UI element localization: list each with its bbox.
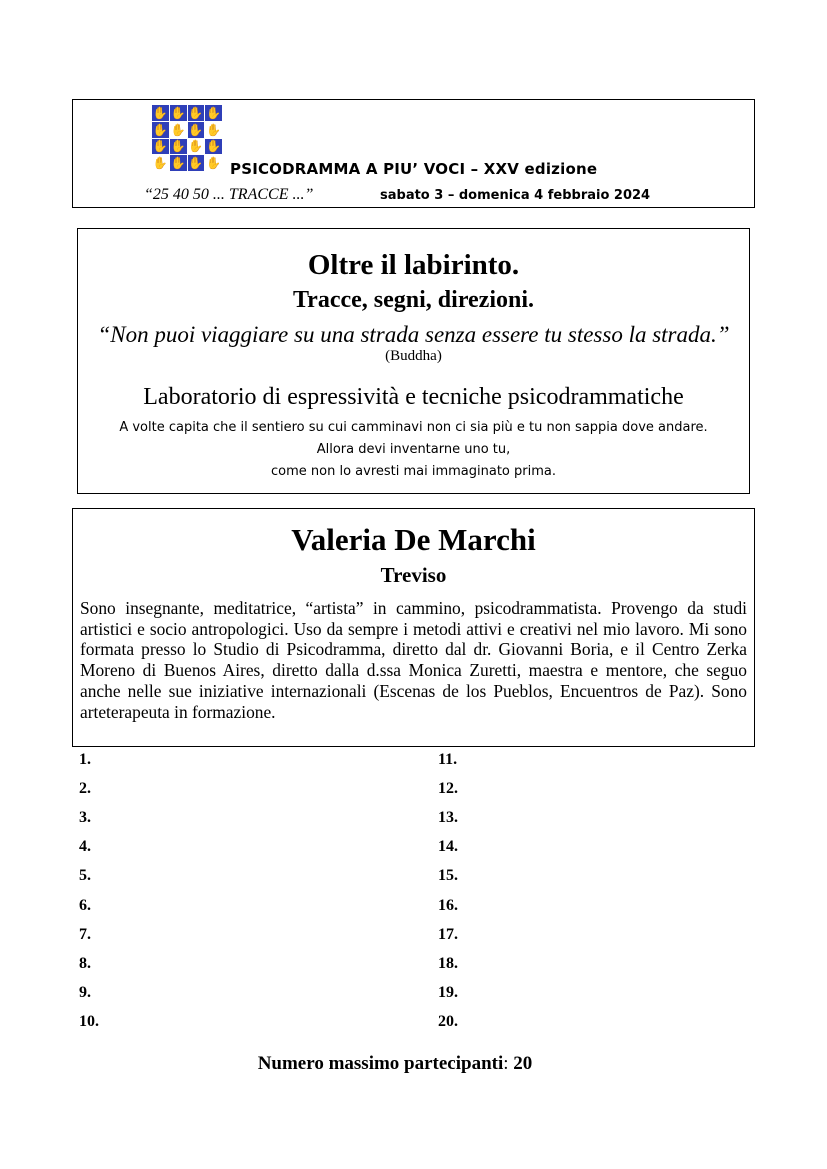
max-participants-separator: : — [503, 1053, 514, 1074]
participant-slot: 19. — [438, 983, 458, 1001]
participant-slot: 1. — [79, 751, 91, 768]
participant-slot: 2. — [79, 780, 91, 798]
hand-icon: ✋ — [206, 139, 222, 154]
max-participants-value: 20 — [513, 1053, 533, 1074]
event-date: sabato 3 – domenica 4 febbraio 2024 — [380, 188, 651, 203]
hand-icon: ✋ — [152, 122, 168, 137]
hand-icon: ✋ — [152, 139, 168, 154]
hand-icon: ✋ — [188, 139, 204, 154]
hand-icon: ✋ — [170, 105, 186, 120]
speaker-bio: Sono insegnante, meditatrice, “artista” in cammino, psicodrammatista. Provengo da studi artistici e socio antropologici. Uso da sempre i metodi attivi e creativi nel mio lavoro. Mi sono formata presso lo Studio di Psicodramma, diretto dal dr. Giovanni Boria, e il Centro Zerka Moreno di Buenos Aires, diretto dalla d.ssa Monica Zuretti, maestra e mentore, che seguo anche nelle sue iniziative internazionali (Escenas de los Pueblos, Encuentros de Paz). Sono arteterapeuta in formazione. — [80, 598, 747, 722]
hand-icon: ✋ — [152, 156, 168, 171]
participant-slot: 18. — [438, 954, 458, 972]
header-box — [72, 99, 755, 208]
hand-icon: ✋ — [170, 139, 186, 154]
hand-icon: ✋ — [170, 156, 186, 171]
participant-slot: 20. — [438, 1012, 458, 1030]
hand-icon: ✋ — [188, 105, 204, 120]
speaker-name: Valeria De Marchi — [291, 522, 536, 557]
hand-icon: ✋ — [188, 156, 204, 171]
hand-icon: ✋ — [206, 122, 222, 137]
lab-title: Laboratorio di espressività e tecniche psicodrammatiche — [143, 384, 684, 410]
theme-quote: “Non puoi viaggiare su una strada senza essere tu stesso la strada.” — [97, 322, 730, 347]
max-participants-label: Numero massimo partecipanti — [257, 1053, 504, 1074]
participant-slot: 13. — [438, 809, 458, 827]
participant-slot: 14. — [438, 838, 458, 856]
participant-slot: 5. — [79, 867, 91, 885]
participant-slot: 8. — [79, 954, 91, 972]
participant-slot: 15. — [438, 867, 458, 885]
participant-slot: 10. — [79, 1012, 99, 1030]
participant-slot: 16. — [438, 896, 458, 914]
participant-slot: 6. — [79, 896, 91, 914]
event-tagline: “25 40 50 ... TRACCE ...” — [144, 186, 314, 203]
hand-icon: ✋ — [206, 105, 222, 120]
participant-slot: 17. — [438, 925, 458, 943]
theme-subtitle: Tracce, segni, direzioni. — [292, 287, 535, 313]
theme-box — [77, 228, 750, 494]
speaker-box — [72, 508, 755, 747]
participant-slot: 9. — [79, 983, 91, 1001]
theme-text-line: come non lo avresti mai immaginato prima. — [271, 464, 556, 479]
participant-slot: 3. — [79, 809, 91, 827]
hands-grid-logo-icon — [152, 105, 222, 171]
participant-slot: 12. — [438, 780, 458, 798]
hand-icon: ✋ — [152, 105, 168, 120]
hand-icon: ✋ — [188, 122, 204, 137]
quote-author: (Buddha) — [385, 348, 442, 364]
event-title: PSICODRAMMA A PIU’ VOCI – XXV edizione — [230, 160, 598, 178]
participant-slot: 11. — [438, 751, 458, 768]
theme-text-line: A volte capita che il sentiero su cui camminavi non ci sia più e tu non sappia dove andare. — [119, 420, 708, 435]
hand-icon: ✋ — [206, 156, 222, 171]
participant-slot: 4. — [79, 838, 91, 856]
theme-text-line: Allora devi inventarne uno tu, — [316, 442, 511, 457]
participant-slot: 7. — [79, 925, 91, 943]
hand-icon: ✋ — [170, 122, 186, 137]
max-participants — [0, 1053, 790, 1075]
theme-title: Oltre il labirinto. — [307, 249, 520, 281]
speaker-city: Treviso — [380, 563, 447, 587]
